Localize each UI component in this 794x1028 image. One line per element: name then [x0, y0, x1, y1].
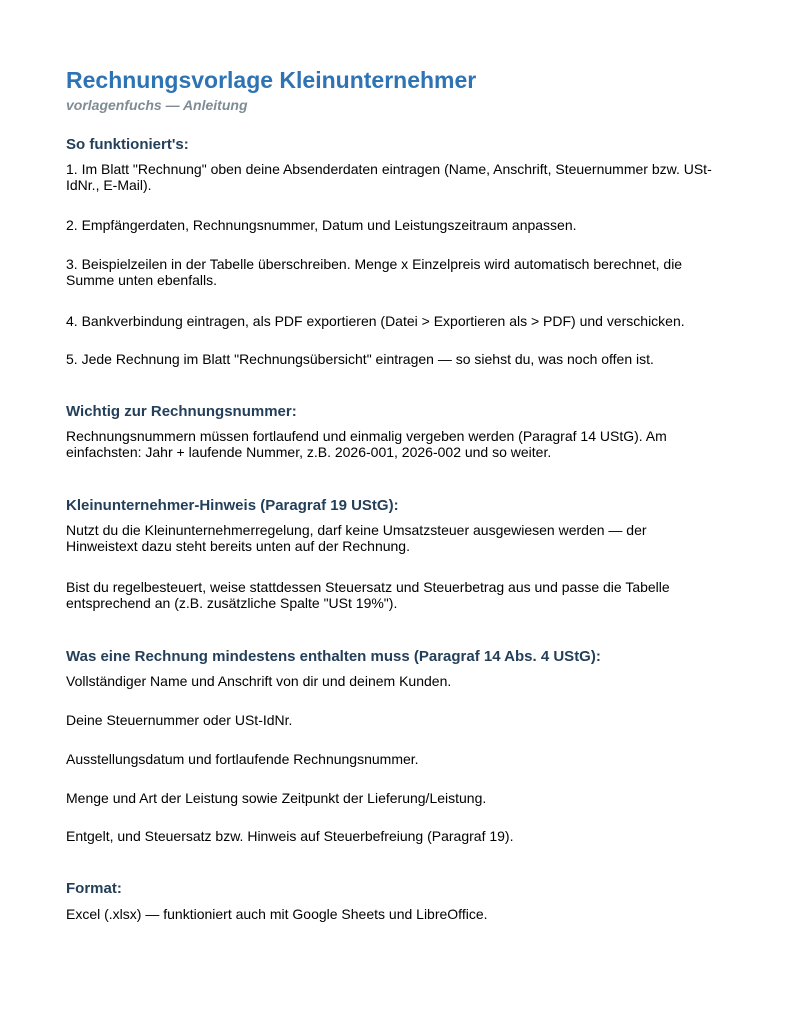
section-heading-how-it-works: So funktioniert's:: [66, 136, 189, 153]
small-business-paragraph-1: Nutzt du die Kleinunternehmerregelung, darf keine Umsatzsteuer ausgewiesen werden — der Hinweistext dazu steht bereits unten auf der Rechnung.: [66, 522, 647, 554]
invoice-number-text: Rechnungsnummern müssen fortlaufend und einmalig vergeben werden (Paragraf 14 UStG). Am einfachsten: Jahr + laufende Nummer, z.B. 2026-001, 2026-002 und so weiter.: [66, 428, 667, 460]
step-5: 5. Jede Rechnung im Blatt "Rechnungsübersicht" eintragen — so siehst du, was noch offen ist.: [66, 351, 654, 367]
section-heading-invoice-number: Wichtig zur Rechnungsnummer:: [66, 403, 297, 420]
step-2: 2. Empfängerdaten, Rechnungsnummer, Datum und Leistungszeitraum anpassen.: [66, 217, 577, 233]
step-3: 3. Beispielzeilen in der Tabelle überschreiben. Menge x Einzelpreis wird automatisch berechnet, die Summe unten ebenfalls.: [66, 256, 683, 288]
requirement-item-2: Deine Steuernummer oder USt-IdNr.: [66, 712, 293, 728]
small-business-paragraph-2: Bist du regelbesteuert, weise stattdessen Steuersatz und Steuerbetrag aus und passe die Tabelle entsprechend an (z.B. zusätzliche Spalte "USt 19%").: [66, 579, 670, 611]
requirement-item-1: Vollständiger Name und Anschrift von dir und deinem Kunden.: [66, 673, 452, 689]
requirement-item-3: Ausstellungsdatum und fortlaufende Rechnungsnummer.: [66, 751, 419, 767]
document-subtitle: vorlagenfuchs — Anleitung: [66, 97, 248, 113]
section-heading-format: Format:: [66, 880, 122, 897]
step-1: 1. Im Blatt "Rechnung" oben deine Absenderdaten eintragen (Name, Anschrift, Steuernummer bzw. USt-IdNr., E-Mail).: [66, 161, 712, 193]
requirement-item-4: Menge und Art der Leistung sowie Zeitpunkt der Lieferung/Leistung.: [66, 790, 487, 806]
document-title: Rechnungsvorlage Kleinunternehmer: [66, 67, 477, 93]
format-text: Excel (.xlsx) — funktioniert auch mit Google Sheets und LibreOffice.: [66, 906, 488, 922]
section-heading-small-business-note: Kleinunternehmer-Hinweis (Paragraf 19 UStG):: [66, 497, 399, 514]
section-heading-invoice-requirements: Was eine Rechnung mindestens enthalten muss (Paragraf 14 Abs. 4 UStG):: [66, 648, 601, 665]
requirement-item-5: Entgelt, und Steuersatz bzw. Hinweis auf Steuerbefreiung (Paragraf 19).: [66, 828, 514, 844]
step-4: 4. Bankverbindung eintragen, als PDF exportieren (Datei > Exportieren als > PDF) und verschicken.: [66, 313, 685, 329]
